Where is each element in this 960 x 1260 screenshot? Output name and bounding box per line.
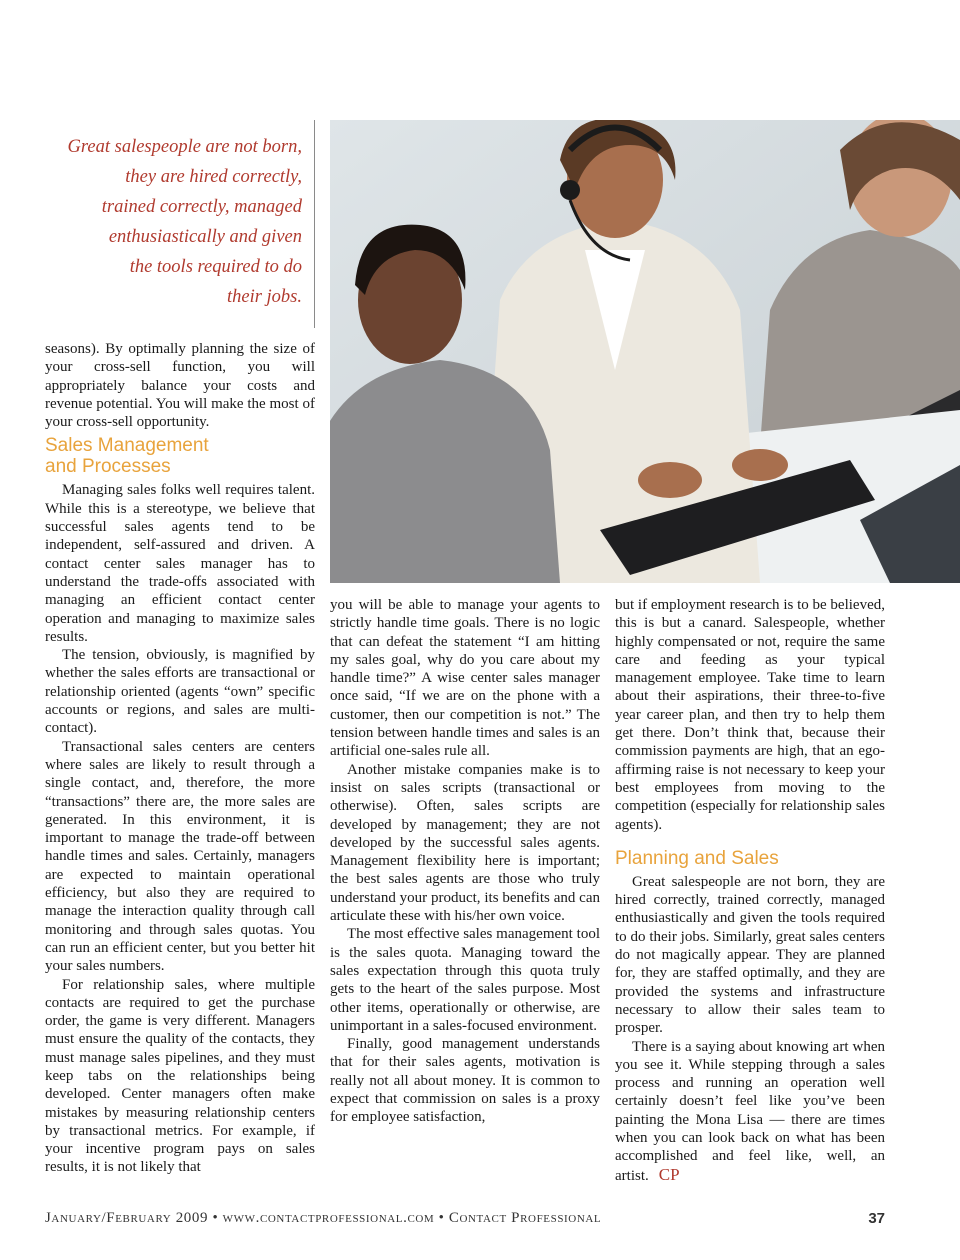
- paragraph: Transactional sales centers are centers where sales are likely to result through a single contact, and, therefore, the more “transactions” there are, the more sales are generated. In this environment, it is important to manage the trade-off between handle times and sales. Certainly, managers are expected to maintain operational efficiency, but also they are required to manage the interaction quality through call monitoring and through sales quotas. You can run an efficient center, but you better hit your sales numbers.: [45, 738, 315, 975]
- paragraph: Another mistake companies make is to insist on sales scripts (transactional or otherwise). Often, sales scripts are developed by management; they are not developed by the successful sales agents. Management flexibility here is important; the best sales agents are those who truly understand your product, its benefits and can articulate these with his/her own voice.: [330, 761, 600, 925]
- pull-quote-divider: [314, 120, 315, 328]
- paragraph-text: There is a saying about knowing art when you see it. While stepping through a sales process and running an operation well certainly doesn’t feel like you’ve been painting the Mona Lisa — there are times when you can look back on what has been accomplished and feel like, well, an artist.: [615, 1038, 885, 1184]
- paragraph: [615, 1038, 885, 1185]
- footer-issue-line: January/February 2009 • www.contactprofessional.com • Contact Professional: [45, 1210, 602, 1226]
- paragraph: The tension, obviously, is magnified by whether the sales efforts are transactional or relationship oriented (agents “own” specific accounts or regions, and sales are multi-contact).: [45, 647, 315, 737]
- paragraph: but if employment research is to be believed, this is but a canard. Salespeople, whether highly compensated or not, require the same care and feeding as your typical management employee. Take time to learn about their aspirations, their three-to-five year career plan, and then try to help them get there. Don’t think that, because their commission payments are high, that an ego-affirming raise is not necessary to keep your best employees from moving to the competition (especially for relationship sales agents).: [615, 597, 885, 833]
- heading-line: Sales Management: [45, 435, 209, 457]
- article-column-2: [330, 596, 600, 1127]
- end-mark: CP: [658, 1164, 680, 1184]
- section-heading-sales-management: [45, 435, 315, 477]
- paragraph: Great salespeople are not born, they are hired correctly, trained correctly, managed enthusiastically and given the tools required to do their jobs. Similarly, great sales centers do not magically appear. They are planned for, they are staffed optimally, and they are provided the systems and infrastructure necessary to allow their sales team to prosper.: [615, 873, 885, 1037]
- paragraph: For relationship sales, where multiple contacts are required to get the purchase order, the game is very different. Managers must ensure the quality of the contacts, they must manage sales pipelines, and they must keep tabs on the relationships being developed. Center managers often make mistakes by measuring relationship centers by transactional metrics. For example, if your incentive program pays on sales results, it is not likely that: [45, 976, 315, 1176]
- heading-line: and Processes: [45, 456, 171, 478]
- article-column-3: [615, 596, 885, 1185]
- page-number: 37: [868, 1210, 885, 1227]
- pull-quote: [40, 132, 302, 312]
- paragraph: seasons). By optimally planning the size of your cross-sell function, you will appropriately balance your costs and revenue potential. You will make the most of your cross-sell opportunity.: [45, 341, 315, 431]
- paragraph: Finally, good management understands that for their sales agents, motivation is really not all about money. It is common to expect that commission on sales is a proxy for employee satisfaction,: [330, 1036, 600, 1126]
- pull-quote-line: Great salespeople are not born,: [67, 137, 302, 157]
- pull-quote-line: the tools required to do: [129, 257, 302, 277]
- paragraph: Managing sales folks well requires talent. While this is a stereotype, we believe that successful sales agents tend to be independent, self-assured and driven. A contact center sales manager has to understand the trade-offs associated with managing an efficient contact center operation and managing to maximize sales results.: [45, 482, 315, 645]
- page-footer: [45, 1210, 885, 1234]
- paragraph: you will be able to manage your agents to strictly handle time goals. There is no logic that can defeat the statement “I am hitting my sales goal, why do you care about my handle time?” A wise center sales manager once said, “If we are on the phone with a customer, then our competition is not.” The tension between handle times and sales is an artificial one-sales rule all.: [330, 597, 600, 760]
- pull-quote-line: they are hired correctly,: [125, 167, 302, 187]
- pull-quote-line: enthusiastically and given: [108, 227, 302, 247]
- call-center-photo: [330, 120, 960, 583]
- article-column-1: [45, 340, 315, 1177]
- pull-quote-line: their jobs.: [226, 287, 302, 307]
- paragraph: The most effective sales management tool is the sales quota. Managing toward the sales expectation through this quota truly gets to the heart of the sales purpose. Most other items, operationally or otherwise, are unimportant in a sales-focused environment.: [330, 926, 600, 1034]
- pull-quote-line: trained correctly, managed: [101, 197, 302, 217]
- section-heading-planning: Planning and Sales: [615, 847, 779, 869]
